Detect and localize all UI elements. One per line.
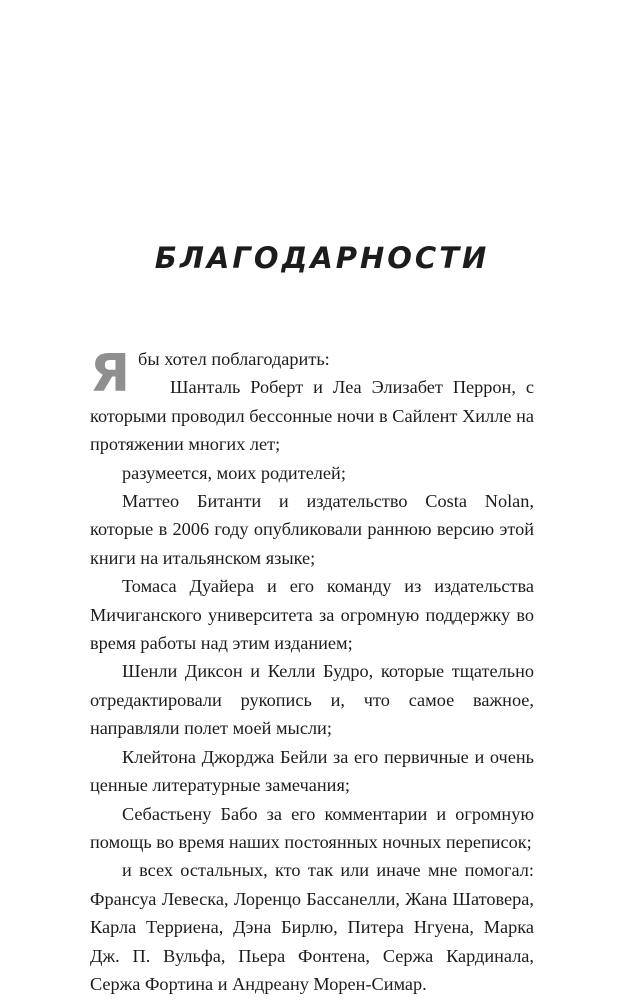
paragraph: Шанталь Роберт и Леа Элизабет Перрон, с которыми проводил бессонные ночи в Сайлент Хилле на протяжении многих лет; xyxy=(90,377,534,455)
opening-text: бы хотел поблагодарить: xyxy=(138,349,330,369)
paragraph: Томаса Дуайера и его команду из издательства Мичиганского университета за огромную поддержку во время работы над этим изданием; xyxy=(90,576,534,654)
paragraph: Шенли Диксон и Келли Будро, которые тщательно отредактировали рукопись и, что самое важное, направляли полет моей мысли; xyxy=(90,661,534,739)
acknowledgements-body xyxy=(90,345,534,998)
drop-cap: Я xyxy=(90,344,131,404)
paragraph: разумеется, моих родителей; xyxy=(122,462,346,483)
paragraph: Маттео Битанти и издательство Costa Nolan, которые в 2006 году опубликовали раннюю версию этой книги на итальянском языке; xyxy=(90,491,534,568)
paragraph: Клейтона Джорджа Бейли за его первичные и очень ценные литературные замечания; xyxy=(90,746,534,796)
paragraph: и всех остальных, кто так или иначе мне помогал: Франсуа Левеска, Лоренцо Бассанелли, Жана Шатоверa, Карла Терриена, Дэна Бирлю, Питера Нгуена, Марка Дж. П. Вульфа, Пьера Фонтена, Сержа Кардинала, Сержа Фортина и Андреану Морен-Симар. xyxy=(90,860,534,994)
opening-paragraph xyxy=(90,344,534,404)
page-title: БЛАГОДАРНОСТИ xyxy=(154,241,490,275)
paragraph: Себастьену Бабо за его комментарии и огромную помощь во время наших постоянных ночных переписок; xyxy=(90,803,534,852)
